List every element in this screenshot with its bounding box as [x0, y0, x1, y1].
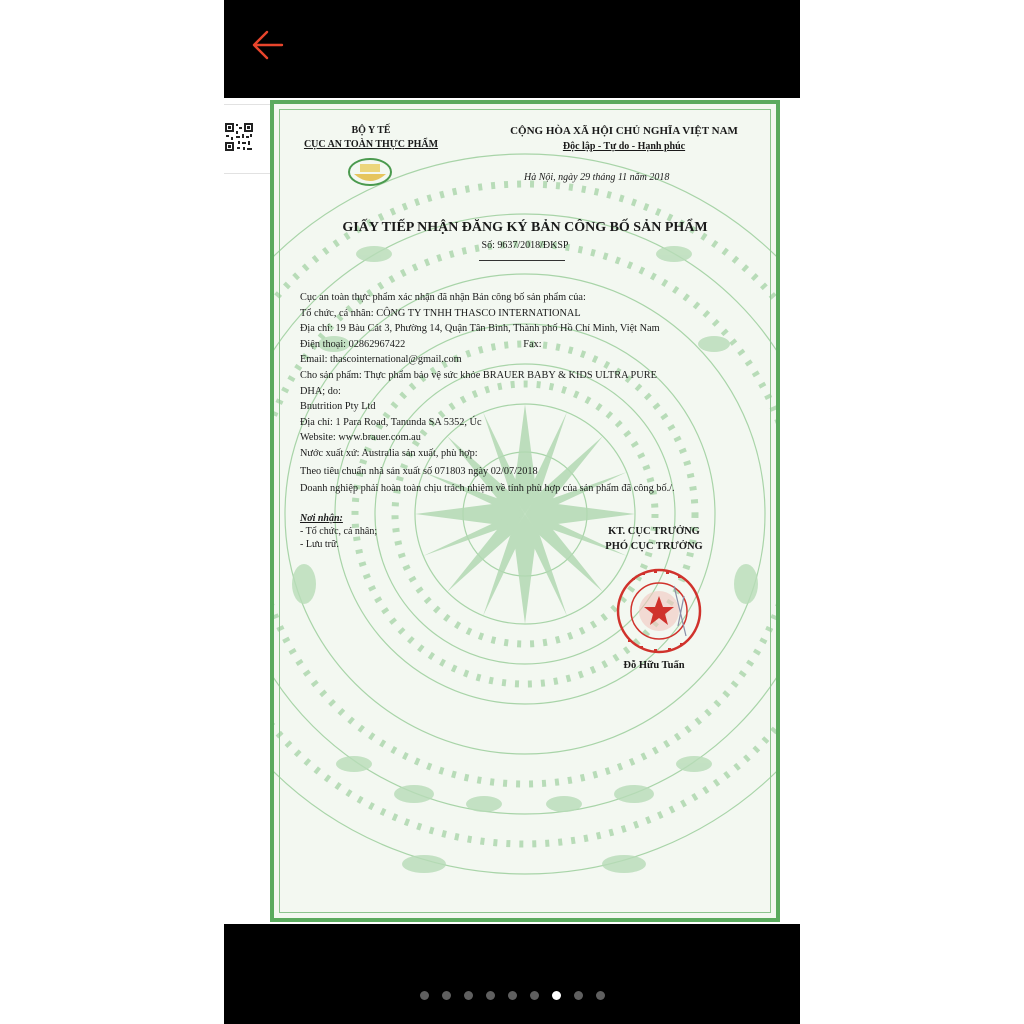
- back-button[interactable]: [248, 26, 288, 66]
- department-name: CỤC AN TOÀN THỰC PHẨM: [303, 139, 439, 150]
- phone-fax-row: [300, 337, 770, 353]
- pagination-dot-active[interactable]: [552, 991, 561, 1000]
- document-body: [300, 290, 770, 497]
- responsibility-line: Doanh nghiệp phải hoàn toàn chịu trách nhiệm về tính phù hợp của sản phẩm đã công bố./.: [300, 483, 675, 495]
- organization-line: Tổ chức, cá nhân: CÔNG TY TNHH THASCO INTERNATIONAL: [300, 307, 581, 319]
- origin-line: Nước xuất xứ: Australia sản xuất, phù hợp:: [300, 447, 478, 459]
- email-line: Email: thascointernational@gmail.com: [300, 354, 462, 366]
- recipients-title: Nơi nhận:: [300, 513, 343, 524]
- certificate-document: [270, 100, 780, 922]
- product-line-2: DHA; do:: [300, 385, 341, 397]
- signature-line-2: PHÓ CỤC TRƯỞNG: [605, 541, 703, 552]
- document-title: GIẤY TIẾP NHẬN ĐĂNG KÝ BẢN CÔNG BỐ SẢN PHẨM: [342, 220, 708, 235]
- arrow-left-icon: [248, 26, 288, 66]
- address-line: Địa chỉ: 19 Bàu Cát 3, Phường 14, Quận Tân Bình, Thành phố Hồ Chí Minh, Việt Nam: [300, 323, 660, 335]
- manufacturer-line: Bnutrition Pty Ltd: [300, 401, 376, 413]
- pagination-dots: [224, 991, 800, 1000]
- recipient-item: - Tổ chức, cá nhân;: [300, 526, 378, 537]
- recipients-block: [300, 512, 377, 551]
- signature-title-block: [564, 524, 744, 554]
- pagination-dot[interactable]: [420, 991, 429, 1000]
- pagination-dot[interactable]: [574, 991, 583, 1000]
- ministry-name: BỘ Y TẾ: [351, 125, 391, 136]
- signature-line-1: KT. CỤC TRƯỞNG: [608, 526, 700, 537]
- website-line: Website: www.brauer.com.au: [300, 432, 421, 444]
- phone-line: Điện thoại: 02862967422: [300, 338, 406, 350]
- intro-line: Cục an toàn thực phẩm xác nhận đã nhận Bản công bố sản phẩm của:: [300, 292, 586, 303]
- pagination-dot[interactable]: [508, 991, 517, 1000]
- official-seal-icon: [614, 566, 704, 656]
- qr-code-icon: [224, 122, 254, 152]
- vfa-logo-icon: [346, 156, 394, 188]
- viewer-top-bar: [224, 0, 800, 98]
- fax-line: Fax:: [523, 338, 542, 350]
- pagination-dot[interactable]: [442, 991, 451, 1000]
- document-number: Số: 9637/2018/ĐKSP: [481, 240, 569, 251]
- viewer-bottom-bar: [224, 924, 800, 1024]
- pagination-dot[interactable]: [464, 991, 473, 1000]
- recipient-item: - Lưu trữ.: [300, 539, 339, 550]
- pagination-dot[interactable]: [530, 991, 539, 1000]
- republic-name: CỘNG HÒA XÃ HỘI CHỦ NGHĨA VIỆT NAM: [510, 125, 738, 137]
- issuer-header: [286, 124, 456, 152]
- product-line-1: Cho sản phẩm: Thực phẩm bảo vệ sức khỏe BRAUER BABY & KIDS ULTRA PURE: [300, 369, 657, 381]
- issue-date: Hà Nội, ngày 29 tháng 11 năm 2018: [524, 172, 670, 183]
- manufacturer-address-line: Địa chỉ: 1 Para Road, Tanunda SA 5352, Úc: [300, 416, 482, 428]
- pagination-dot[interactable]: [596, 991, 605, 1000]
- pagination-dot[interactable]: [486, 991, 495, 1000]
- standard-line: Theo tiêu chuẩn nhà sản xuất số 071803 ngày 02/07/2018: [300, 465, 538, 477]
- national-motto: Độc lập - Tự do - Hạnh phúc: [562, 141, 686, 152]
- number-underline: [479, 260, 565, 261]
- signer-name: Đỗ Hữu Tuấn: [623, 660, 685, 671]
- republic-header: [474, 124, 774, 154]
